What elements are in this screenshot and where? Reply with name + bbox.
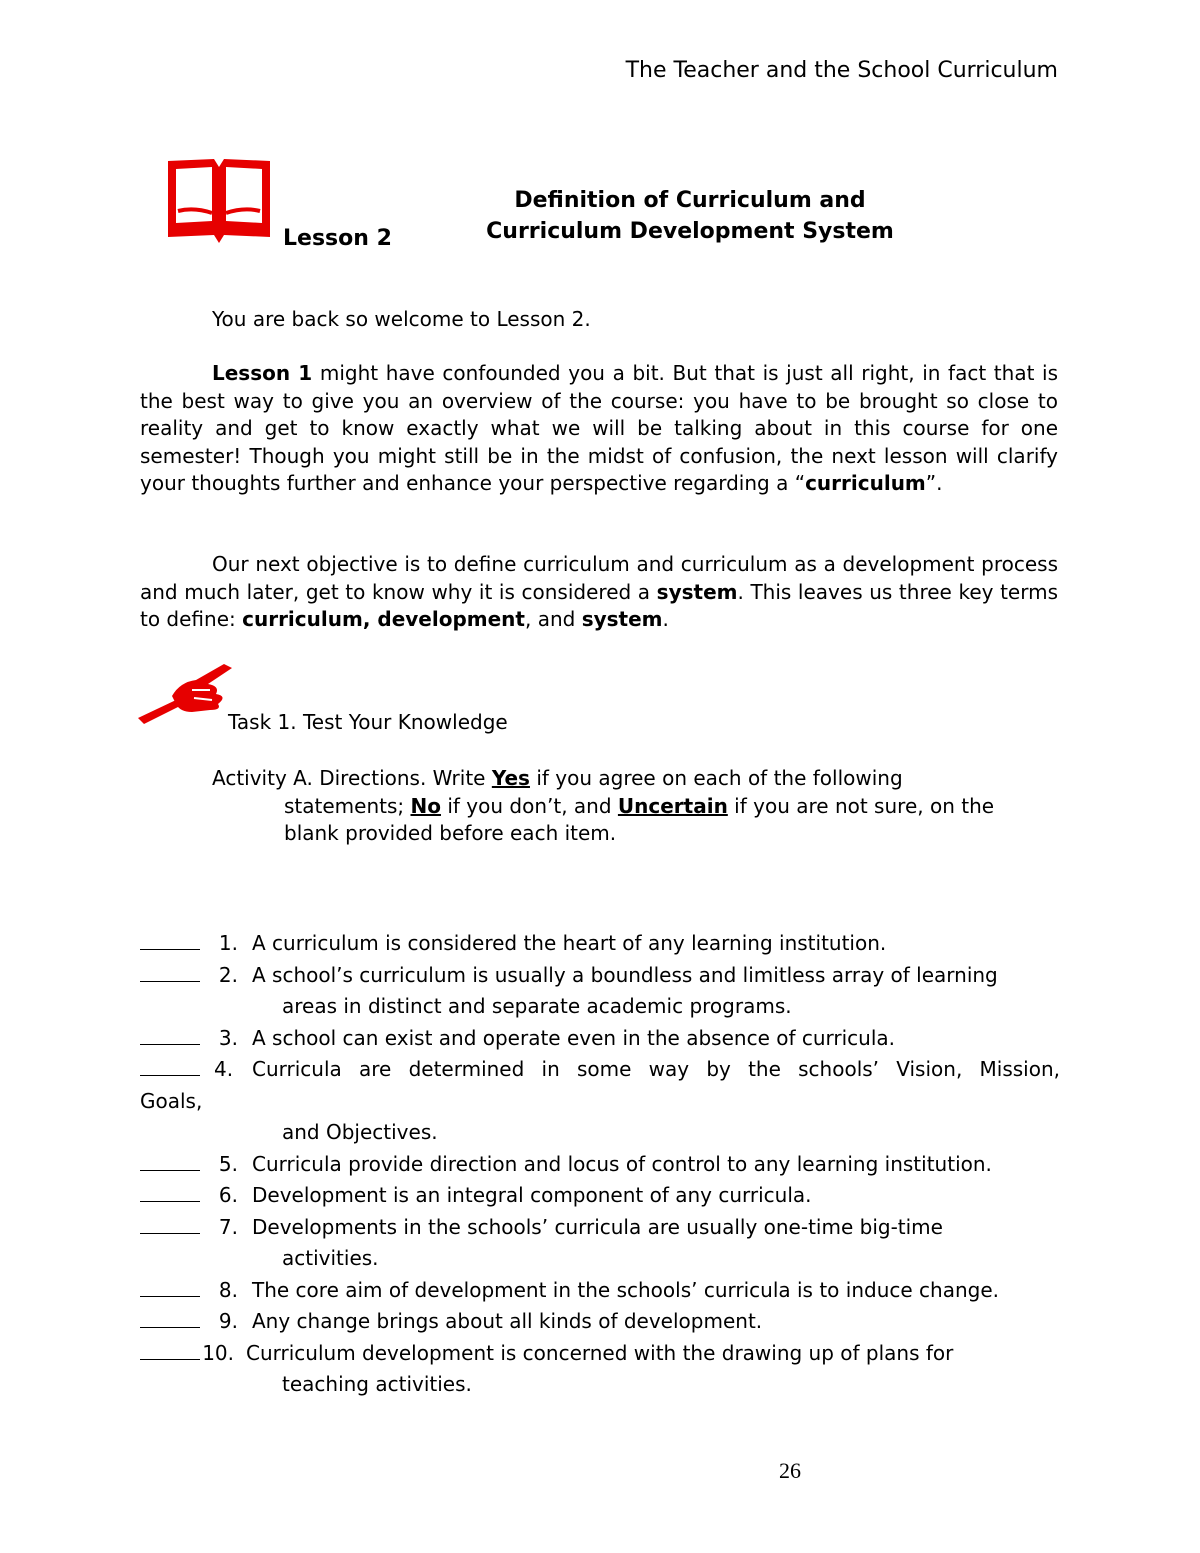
- item-continuation: and Objectives.: [282, 1120, 438, 1144]
- answer-blank[interactable]: [140, 1340, 200, 1360]
- item-continuation: teaching activities.: [282, 1372, 472, 1396]
- title-line-2: Curriculum Development System: [486, 219, 894, 244]
- item-continuation: areas in distinct and separate academic programs.: [282, 994, 792, 1018]
- no-term: No: [410, 793, 441, 818]
- answer-blank[interactable]: [140, 1151, 200, 1171]
- lesson-1-ref: Lesson 1: [212, 361, 313, 385]
- activity-directions: [212, 765, 1062, 848]
- list-item: [140, 1023, 1060, 1055]
- item-number: 10.: [202, 1340, 234, 1365]
- lesson-label: Lesson 2: [283, 226, 392, 251]
- item-text: Developments in the schools’ curricula are usually one-time big-time: [252, 1214, 943, 1239]
- directions-mid-1: if you agree on each of the following: [529, 766, 903, 790]
- question-list: [140, 928, 1060, 1401]
- item-text: A school’s curriculum is usually a boundless and limitless array of learning: [252, 962, 998, 987]
- paragraph-lesson-1: [140, 360, 1058, 498]
- list-item: [140, 1149, 1060, 1181]
- directions-mid-2: if you don’t, and: [440, 793, 618, 818]
- lesson-title: [440, 185, 940, 247]
- list-item: [140, 960, 1060, 992]
- item-text: The core aim of development in the schools’ curricula is to induce change.: [252, 1277, 999, 1302]
- running-header: The Teacher and the School Curriculum: [625, 58, 1058, 83]
- paragraph-end: ”.: [925, 471, 943, 495]
- pencil-hand-icon: [136, 660, 236, 726]
- welcome-paragraph: You are back so welcome to Lesson 2.: [212, 307, 591, 331]
- item-number: 2.: [218, 962, 238, 987]
- key-term-comma: ,: [362, 607, 378, 631]
- curriculum-term: curriculum: [805, 471, 926, 495]
- item-text: Curricula are determined in some way by the schools’ Vision, Mission,: [252, 1057, 1060, 1081]
- directions-line-1: [212, 765, 1062, 793]
- item-text: A school can exist and operate even in the absence of curricula.: [252, 1025, 896, 1050]
- list-item: [140, 1306, 1060, 1338]
- item-number: 7.: [218, 1214, 238, 1239]
- objective-mid: . This leaves us three key terms to define:: [140, 579, 1058, 631]
- answer-blank[interactable]: [140, 1277, 200, 1297]
- item-goals: Goals,: [140, 1088, 203, 1113]
- item-continuation: activities.: [282, 1246, 379, 1270]
- paragraph-objective: [140, 551, 1058, 634]
- key-term-system: system: [581, 607, 663, 631]
- page-number: 26: [779, 1458, 801, 1483]
- item-text: Curriculum development is concerned with the drawing up of plans for: [246, 1340, 954, 1365]
- key-term-curriculum: curriculum: [242, 607, 363, 631]
- list-item: [140, 1054, 1060, 1086]
- list-item: [140, 1212, 1060, 1244]
- item-text: Curricula provide direction and locus of control to any learning institution.: [252, 1151, 992, 1176]
- item-text: Any change brings about all kinds of development.: [252, 1309, 763, 1333]
- item-number: 6.: [218, 1183, 238, 1207]
- objective-text: Our next objective is to define curriculum and curriculum as a development process and much later, get to know why it is considered a: [140, 552, 1058, 604]
- paragraph-text: might have confounded you a bit. But that is just all right, in fact that is the best way to give you an overview of the course: you have to be brought so close to reality and get to know exactly what we will be talking about in this course for one semester! Though you might still be in the midst of confusion, the next lesson will clarify your thoughts further and enhance your perspective regarding a “: [140, 361, 1058, 495]
- directions-mid-3: if you are not sure, on the: [727, 793, 995, 818]
- item-number: 9.: [218, 1309, 238, 1333]
- item-number: 1.: [218, 931, 238, 955]
- answer-blank[interactable]: [140, 1308, 200, 1328]
- yes-term: Yes: [491, 766, 530, 790]
- list-item: [140, 928, 1060, 960]
- answer-blank[interactable]: [140, 1056, 200, 1076]
- answer-blank[interactable]: [140, 962, 200, 982]
- item-text: Development is an integral component of any curricula.: [252, 1183, 812, 1207]
- key-term-and: , and: [524, 607, 582, 631]
- answer-blank[interactable]: [140, 1025, 200, 1045]
- task-title: Task 1. Test Your Knowledge: [228, 710, 508, 734]
- answer-blank[interactable]: [140, 1182, 200, 1202]
- system-term: system: [656, 579, 738, 604]
- title-line-1: Definition of Curriculum and: [514, 188, 866, 213]
- book-icon: [164, 155, 274, 243]
- answer-blank[interactable]: [140, 1214, 200, 1234]
- objective-end: .: [662, 607, 669, 631]
- key-term-development: development: [377, 607, 525, 631]
- list-item: [140, 1275, 1060, 1307]
- list-item: [140, 1338, 1060, 1370]
- directions-line-2: [212, 793, 1062, 821]
- directions-line-3: blank provided before each item.: [284, 821, 617, 845]
- list-item: [140, 1180, 1060, 1212]
- item-text: A curriculum is considered the heart of any learning institution.: [252, 931, 887, 955]
- item-number: 5.: [218, 1151, 238, 1176]
- item-number: 3.: [218, 1025, 238, 1050]
- directions-line-2-start: statements;: [284, 793, 411, 818]
- answer-blank[interactable]: [140, 930, 200, 950]
- directions-prefix: Activity A. Directions. Write: [212, 766, 492, 790]
- item-number: 4.: [214, 1057, 234, 1081]
- item-number: 8.: [218, 1277, 238, 1302]
- uncertain-term: Uncertain: [617, 793, 728, 818]
